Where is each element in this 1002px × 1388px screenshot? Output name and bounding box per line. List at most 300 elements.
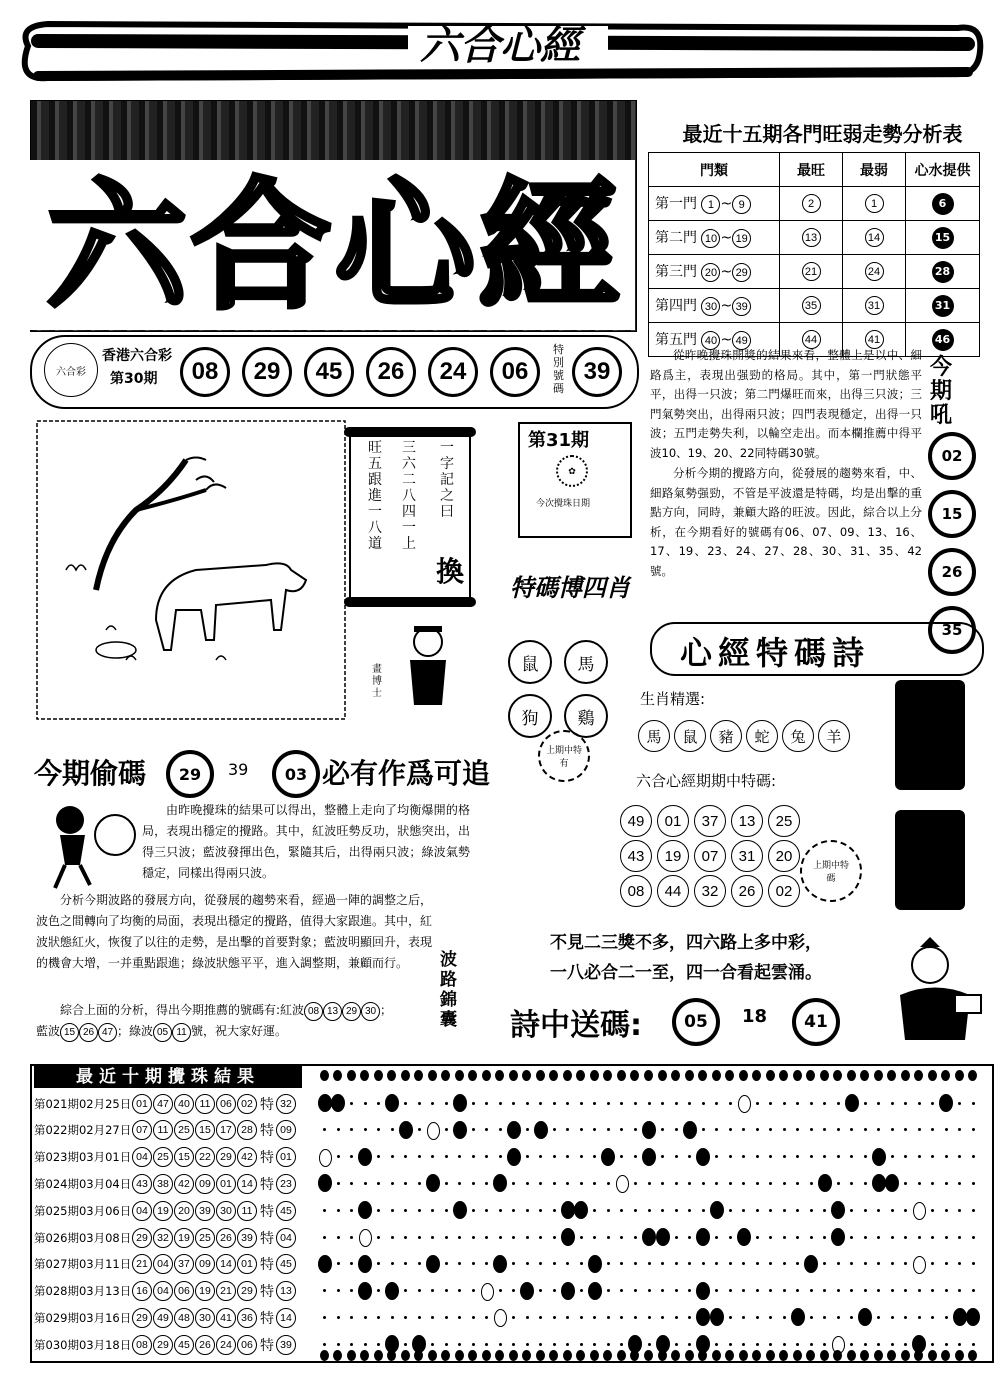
result-ball: 29 <box>153 1335 173 1355</box>
door-max: 44 <box>802 330 821 349</box>
number-column-tick <box>428 1070 437 1081</box>
empty-dot <box>715 1182 718 1185</box>
empty-dot <box>823 1209 826 1212</box>
trend-row: 第二門 10 ~ 19 13 14 15 <box>649 221 980 255</box>
empty-dot <box>350 1236 353 1239</box>
result-special-ball: 13 <box>276 1281 296 1301</box>
empty-dot <box>702 1209 705 1212</box>
empty-dot <box>810 1209 813 1212</box>
roar-ball: 26 <box>928 548 976 596</box>
trend-row: 第三門 20 ~ 29 21 24 28 <box>649 255 980 289</box>
red-ball: 13 <box>323 1002 342 1021</box>
empty-dot <box>729 1236 732 1239</box>
empty-dot <box>472 1316 475 1319</box>
empty-dot <box>472 1102 475 1105</box>
trend-table <box>648 152 980 357</box>
empty-dot <box>364 1343 367 1346</box>
result-ball: 25 <box>174 1120 194 1140</box>
result-ball: 37 <box>174 1254 194 1274</box>
draw-ball: 24 <box>428 347 478 397</box>
empty-dot <box>580 1343 583 1346</box>
empty-dot <box>796 1209 799 1212</box>
door-min: 1 <box>865 194 884 213</box>
gift-ball: 05 <box>672 998 720 1046</box>
empty-dot <box>675 1128 678 1131</box>
result-date: 第023期03月01日 <box>34 1150 132 1165</box>
empty-dot <box>675 1289 678 1292</box>
empty-dot <box>472 1182 475 1185</box>
result-ball: 22 <box>195 1147 215 1167</box>
poem-hit: 07 <box>694 840 726 872</box>
result-date: 第027期03月11日 <box>34 1257 132 1272</box>
empty-dot <box>769 1236 772 1239</box>
draw-hit-mark <box>872 1174 886 1192</box>
trend-header: 最弱 <box>843 153 906 187</box>
page-title: 六合心經 <box>46 165 623 329</box>
empty-dot <box>742 1209 745 1212</box>
number-column-tick <box>793 1350 802 1361</box>
empty-dot <box>702 1182 705 1185</box>
door-to: 29 <box>732 263 751 282</box>
result-date: 第024期03月04日 <box>34 1176 132 1191</box>
result-special-label: 特 <box>260 1257 274 1274</box>
empty-dot <box>418 1316 421 1319</box>
empty-dot <box>945 1289 948 1292</box>
poem-hit: 44 <box>657 875 689 907</box>
empty-dot <box>877 1209 880 1212</box>
empty-dot <box>945 1316 948 1319</box>
result-special-ball: 14 <box>276 1308 296 1328</box>
empty-dot <box>634 1209 637 1212</box>
door-pick: 15 <box>932 227 954 249</box>
empty-dot <box>783 1316 786 1319</box>
roar-ball: 02 <box>928 432 976 480</box>
empty-dot <box>783 1155 786 1158</box>
number-column-tick <box>685 1350 694 1361</box>
draw-hit-mark <box>696 1282 710 1300</box>
empty-dot <box>580 1102 583 1105</box>
number-column-tick <box>455 1350 464 1361</box>
door-pick: 6 <box>932 193 954 215</box>
steal-slogan: 必有作爲可追 <box>322 757 491 790</box>
poem-hit: 02 <box>768 875 800 907</box>
poem-hit: 31 <box>731 840 763 872</box>
trend-row: 第四門 30 ~ 39 35 31 31 <box>649 289 980 323</box>
empty-dot <box>445 1102 448 1105</box>
draw-hit-mark <box>453 1121 467 1139</box>
calendar-caption: 今次攪珠日期 <box>536 499 591 509</box>
steal-ball: 03 <box>272 750 320 798</box>
lottery-logo-text: 六合彩 <box>56 366 86 378</box>
poem-hits-label: 六合心經期期中特碼: <box>636 772 777 790</box>
poem-stamp <box>800 840 862 902</box>
number-column-tick <box>617 1070 626 1081</box>
door-name: 第三門 <box>655 263 697 280</box>
steal-paragraph: 分析今期波路的發展方向，從發展的趨勢來看，經過一陣的調整之后，波色之間轉向了均衡的局面，表現出穩定的攪路，值得大家跟進。其中，紅波狀態紅火，恢復了以往的走勢，是出擊的首要對象；藍波明顯回升，表現的機會大增，一并重點跟進；綠波狀態平平，進入調整期，兼顧而行。 <box>36 893 433 970</box>
door-min: 41 <box>865 330 884 349</box>
empty-dot <box>850 1236 853 1239</box>
draw-hit-mark <box>696 1228 710 1246</box>
empty-dot <box>864 1289 867 1292</box>
empty-dot <box>688 1343 691 1346</box>
empty-dot <box>648 1262 651 1265</box>
red-ball: 30 <box>361 1002 380 1021</box>
result-ball: 11 <box>153 1120 173 1140</box>
empty-dot <box>931 1343 934 1346</box>
calendar-flower-icon: ✿ <box>556 455 588 487</box>
empty-dot <box>391 1155 394 1158</box>
draw-hit-mark <box>588 1255 602 1273</box>
number-column-tick <box>671 1070 680 1081</box>
number-column-tick <box>347 1070 356 1081</box>
lottery-name: 香港六合彩 <box>102 348 172 364</box>
blue-ball: 47 <box>98 1023 117 1042</box>
result-ball: 19 <box>153 1201 173 1221</box>
result-ball: 45 <box>174 1335 194 1355</box>
empty-dot <box>661 1316 664 1319</box>
trend-header-row <box>649 153 980 187</box>
result-ball: 30 <box>195 1308 215 1328</box>
empty-dot <box>702 1102 705 1105</box>
poem-hit: 08 <box>620 875 652 907</box>
empty-dot <box>418 1182 421 1185</box>
four-zodiac-stamp-text: 上期中特有 <box>546 745 583 768</box>
empty-dot <box>945 1343 948 1346</box>
result-date: 第030期03月18日 <box>34 1337 132 1352</box>
result-ball: 32 <box>153 1228 173 1248</box>
result-ball: 26 <box>216 1228 236 1248</box>
empty-dot <box>756 1209 759 1212</box>
empty-dot <box>756 1343 759 1346</box>
number-column-tick <box>955 1350 964 1361</box>
number-column-tick <box>901 1070 910 1081</box>
empty-dot <box>391 1209 394 1212</box>
number-column-tick <box>509 1350 518 1361</box>
empty-dot <box>337 1289 340 1292</box>
empty-dot <box>864 1182 867 1185</box>
number-column-tick <box>658 1350 667 1361</box>
empty-dot <box>864 1343 867 1346</box>
number-column-tick <box>536 1070 545 1081</box>
empty-dot <box>850 1209 853 1212</box>
empty-dot <box>891 1236 894 1239</box>
empty-dot <box>891 1343 894 1346</box>
empty-dot <box>418 1289 421 1292</box>
empty-dot <box>580 1236 583 1239</box>
number-column-tick <box>847 1350 856 1361</box>
empty-dot <box>661 1182 664 1185</box>
empty-dot <box>391 1182 394 1185</box>
empty-dot <box>607 1102 610 1105</box>
empty-dot <box>445 1155 448 1158</box>
result-ball: 09 <box>195 1254 215 1274</box>
number-column-tick <box>847 1070 856 1081</box>
red-ball: 08 <box>304 1002 323 1021</box>
result-ball: 39 <box>195 1201 215 1221</box>
result-ball: 25 <box>195 1228 215 1248</box>
draw-hit-mark <box>534 1121 548 1139</box>
empty-dot <box>877 1102 880 1105</box>
empty-dot <box>864 1155 867 1158</box>
empty-dot <box>810 1102 813 1105</box>
result-special-ball: 45 <box>276 1254 296 1274</box>
empty-dot <box>580 1182 583 1185</box>
gift-label: 詩中送碼: <box>510 1008 642 1043</box>
empty-dot <box>756 1262 759 1265</box>
door-name: 第二門 <box>655 229 697 246</box>
poem-zodiac: 馬 <box>638 720 670 752</box>
draw-hit-mark <box>710 1201 724 1219</box>
empty-dot <box>675 1262 678 1265</box>
empty-dot <box>769 1182 772 1185</box>
special-hit-mark <box>481 1283 494 1301</box>
empty-dot <box>729 1128 732 1131</box>
zodiac-animal: 鷄 <box>564 694 608 738</box>
empty-dot <box>526 1316 529 1319</box>
result-ball: 15 <box>195 1120 215 1140</box>
empty-dot <box>729 1209 732 1212</box>
door-from: 30 <box>701 297 720 316</box>
draw-hit-mark <box>453 1094 467 1112</box>
empty-dot <box>769 1102 772 1105</box>
steal-paragraph: 由昨晚攪珠的結果可以得出，整體上走向了均衡爆開的格局，表現出穩定的攪路。其中，紅波旺勢反功，狀態突出，出得三只波；藍波發揮出色，緊隨其后，出得兩只波；綠波氣勢穩定，同樣出得兩只波。 <box>142 803 470 880</box>
poem-hit: 19 <box>657 840 689 872</box>
trend-header: 心水提供 <box>906 153 980 187</box>
empty-dot <box>904 1236 907 1239</box>
empty-dot <box>553 1316 556 1319</box>
empty-dot <box>350 1102 353 1105</box>
number-column-tick <box>644 1350 653 1361</box>
draw-hit-mark <box>561 1201 575 1219</box>
number-column-tick <box>671 1350 680 1361</box>
result-row <box>34 1090 297 1117</box>
door-from: 10 <box>701 229 720 248</box>
empty-dot <box>783 1262 786 1265</box>
poem-hit: 49 <box>620 805 652 837</box>
draw-hit-mark <box>426 1255 440 1273</box>
empty-dot <box>715 1343 718 1346</box>
result-special-ball: 01 <box>276 1147 296 1167</box>
empty-dot <box>675 1316 678 1319</box>
result-ball: 01 <box>237 1254 257 1274</box>
analysis-paragraph: 從昨晚攪珠開獎的結果來看，整體上是以中、細路爲主，表現出强勁的格局。其中，第一門狀態平平，出得一只波；第二門爆旺而來，出得三只波；三門氣勢突出，出得兩只波；四門表現穩定，出得一只波；五門走勢失利，以輪空走出。而本欄推薦中得平波10、19、20、22同特碼30號。 <box>650 348 922 460</box>
empty-dot <box>850 1343 853 1346</box>
draw-hit-mark <box>953 1308 967 1326</box>
number-column-tick <box>712 1350 721 1361</box>
empty-dot <box>729 1343 732 1346</box>
number-column-tick <box>712 1070 721 1081</box>
empty-dot <box>729 1102 732 1105</box>
steal-closing: 號，祝大家好運。 <box>191 1024 288 1038</box>
result-ball: 25 <box>153 1147 173 1167</box>
door-from: 1 <box>701 195 720 214</box>
number-column-tick <box>374 1350 383 1361</box>
draw-ball: 06 <box>490 347 540 397</box>
draw-hit-mark <box>399 1121 413 1139</box>
result-ball: 21 <box>132 1254 152 1274</box>
number-column-tick <box>401 1070 410 1081</box>
empty-dot <box>377 1102 380 1105</box>
result-ball: 01 <box>132 1094 152 1114</box>
result-ball: 09 <box>195 1174 215 1194</box>
empty-dot <box>337 1209 340 1212</box>
empty-dot <box>607 1316 610 1319</box>
poem-hit: 25 <box>768 805 800 837</box>
empty-dot <box>404 1102 407 1105</box>
empty-dot <box>323 1209 326 1212</box>
poem-line-1: 不見二三獎不多，四六路上多中彩， <box>550 933 822 953</box>
empty-dot <box>877 1343 880 1346</box>
empty-dot <box>864 1236 867 1239</box>
draw-hit-mark <box>318 1255 332 1273</box>
result-ball: 42 <box>237 1147 257 1167</box>
empty-dot <box>823 1102 826 1105</box>
result-special-ball: 04 <box>276 1228 296 1248</box>
draw-hit-mark <box>683 1121 697 1139</box>
scroll-line-2: 三六二八四一上 <box>402 440 416 552</box>
door-from: 40 <box>701 331 720 350</box>
door-min: 24 <box>865 262 884 281</box>
empty-dot <box>756 1289 759 1292</box>
empty-dot <box>742 1343 745 1346</box>
result-ball: 41 <box>216 1308 236 1328</box>
empty-dot <box>337 1236 340 1239</box>
steal-label: 今期偷碼 <box>34 757 147 790</box>
result-row <box>34 1197 297 1224</box>
poem-graphic-block <box>895 680 965 790</box>
empty-dot <box>891 1155 894 1158</box>
empty-dot <box>702 1262 705 1265</box>
empty-dot <box>553 1155 556 1158</box>
empty-dot <box>445 1343 448 1346</box>
door-to: 19 <box>732 229 751 248</box>
trend-header: 門類 <box>649 153 780 187</box>
result-ball: 29 <box>132 1308 152 1328</box>
empty-dot <box>607 1343 610 1346</box>
empty-dot <box>972 1155 975 1158</box>
empty-dot <box>958 1236 961 1239</box>
result-special-label: 特 <box>260 1310 274 1327</box>
green-ball: 05 <box>153 1023 172 1042</box>
number-column-tick <box>374 1070 383 1081</box>
number-column-tick <box>766 1070 775 1081</box>
empty-dot <box>553 1102 556 1105</box>
number-column-tick <box>698 1350 707 1361</box>
number-column-tick <box>617 1350 626 1361</box>
number-column-tick <box>793 1070 802 1081</box>
empty-dot <box>783 1128 786 1131</box>
green-ball: 11 <box>172 1023 191 1042</box>
poem-zodiac: 蛇 <box>746 720 778 752</box>
number-column-tick <box>698 1070 707 1081</box>
four-zodiac-title: 特碼博四肖 <box>510 574 630 602</box>
empty-dot <box>756 1155 759 1158</box>
result-ball: 24 <box>216 1335 236 1355</box>
empty-dot <box>756 1182 759 1185</box>
door-max: 35 <box>802 296 821 315</box>
empty-dot <box>445 1182 448 1185</box>
result-row <box>34 1144 297 1171</box>
empty-dot <box>648 1102 651 1105</box>
poem-hit: 13 <box>731 805 763 837</box>
empty-dot <box>553 1343 556 1346</box>
draw-hit-mark <box>358 1148 372 1166</box>
scroll-big-char: 換 <box>436 555 465 588</box>
result-ball: 20 <box>174 1201 194 1221</box>
number-column-tick <box>590 1070 599 1081</box>
special-hit-mark <box>319 1149 332 1167</box>
empty-dot <box>526 1343 529 1346</box>
result-ball: 49 <box>153 1308 173 1328</box>
number-column-tick <box>536 1350 545 1361</box>
empty-dot <box>526 1155 529 1158</box>
door-max: 2 <box>802 194 821 213</box>
number-column-tick <box>482 1350 491 1361</box>
number-column-tick <box>347 1350 356 1361</box>
gift-ball: 41 <box>792 998 840 1046</box>
result-ball: 11 <box>237 1201 257 1221</box>
empty-dot <box>931 1102 934 1105</box>
empty-dot <box>607 1209 610 1212</box>
result-ball: 06 <box>174 1281 194 1301</box>
empty-dot <box>810 1343 813 1346</box>
empty-dot <box>810 1155 813 1158</box>
door-pick: 31 <box>932 295 954 317</box>
steal-ball: 29 <box>166 750 214 798</box>
empty-dot <box>823 1236 826 1239</box>
poem-graphic-block <box>895 810 965 910</box>
draw-hit-mark <box>358 1282 372 1300</box>
result-ball: 26 <box>195 1335 215 1355</box>
empty-dot <box>972 1236 975 1239</box>
poem-title: 心經特碼詩 <box>680 634 871 672</box>
door-min: 14 <box>865 228 884 247</box>
poem-zodiac: 羊 <box>818 720 850 752</box>
result-ball: 14 <box>216 1254 236 1274</box>
result-date: 第025期03月06日 <box>34 1203 132 1218</box>
draw-hit-mark <box>385 1282 399 1300</box>
empty-dot <box>418 1236 421 1239</box>
poem-hit: 20 <box>768 840 800 872</box>
empty-dot <box>958 1343 961 1346</box>
result-ball: 14 <box>237 1174 257 1194</box>
result-ball: 07 <box>132 1120 152 1140</box>
empty-dot <box>472 1155 475 1158</box>
empty-dot <box>580 1316 583 1319</box>
empty-dot <box>607 1182 610 1185</box>
empty-dot <box>783 1209 786 1212</box>
result-ball: 43 <box>132 1174 152 1194</box>
poem-hit: 32 <box>694 875 726 907</box>
number-column-tick <box>455 1070 464 1081</box>
masthead-title: 六合心經 <box>420 22 580 69</box>
empty-dot <box>891 1209 894 1212</box>
lottery-logo <box>44 343 98 397</box>
draw-hit-mark <box>696 1148 710 1166</box>
poem-hit: 26 <box>731 875 763 907</box>
door-to: 9 <box>732 195 751 214</box>
poem-hits-grid <box>620 805 800 907</box>
draw-hit-mark <box>507 1148 521 1166</box>
empty-dot <box>675 1343 678 1346</box>
empty-dot <box>634 1182 637 1185</box>
empty-dot <box>931 1236 934 1239</box>
steal-number: 39 <box>228 760 249 779</box>
empty-dot <box>945 1182 948 1185</box>
draw-hit-mark <box>453 1201 467 1219</box>
empty-dot <box>904 1343 907 1346</box>
number-column-tick <box>928 1350 937 1361</box>
